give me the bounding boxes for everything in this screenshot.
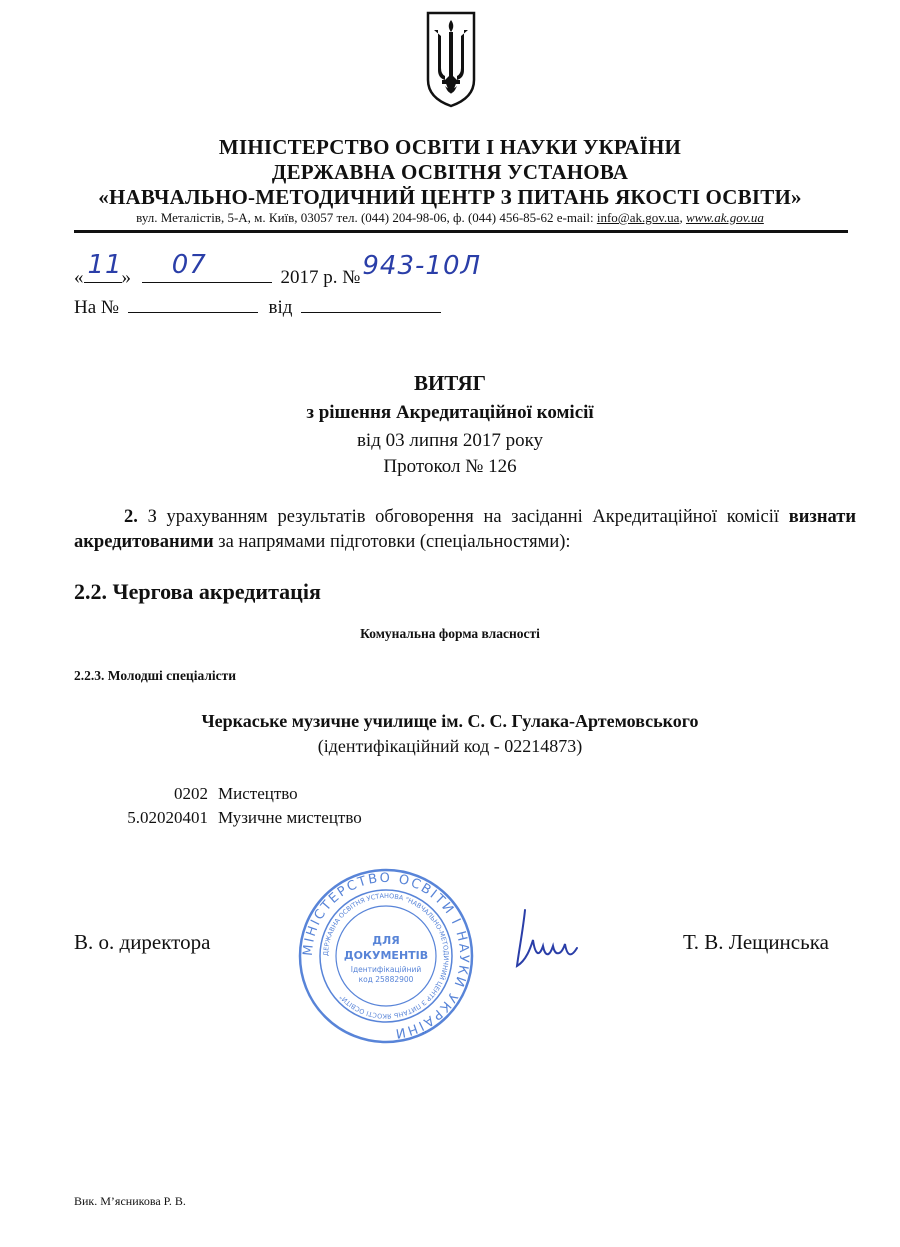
organization-name: Черкаське музичне училище ім. С. С. Гулака-Артемовського (201, 711, 699, 731)
official-stamp (296, 866, 476, 1046)
decision-paragraph: 2. З урахуванням результатів обговорення на засіданні Акредитаційної комісії визнати акредитованими за напрямами підготовки (спеціальностями): (74, 507, 856, 552)
reference-line: На № від (74, 294, 441, 319)
institution-type: ДЕРЖАВНА ОСВІТНЯ УСТАНОВА (271, 160, 629, 184)
ministry-name: МІНІСТЕРСТВО ОСВІТИ І НАУКИ УКРАЇНИ (218, 135, 682, 159)
organization-code: (ідентифікаційний код - 02214873) (317, 736, 583, 756)
coat-of-arms-icon (425, 10, 477, 108)
subsection-heading: 2.2.3. Молодші спеціалісти (74, 668, 237, 683)
svg-text:ДЛЯ: ДЛЯ (372, 934, 400, 947)
svg-text:Ідентифікаційний: Ідентифікаційний (350, 965, 422, 974)
ownership-form: Комунальна форма власності (360, 626, 540, 641)
svg-text:ДОКУМЕНТІВ: ДОКУМЕНТІВ (343, 949, 429, 962)
handwritten-number: 943-10Л (362, 251, 482, 281)
specialty-name: Мистецтво (218, 784, 298, 803)
svg-text:код 25882900: код 25882900 (358, 975, 414, 984)
document-title: ВИТЯГ (413, 371, 487, 395)
executor-note: Вик. М’ясникова Р. В. (74, 1194, 186, 1208)
signer-name: Т. В. Лещинська (683, 930, 829, 954)
decision-date: від 03 липня 2017 року (356, 430, 544, 451)
specialty-code: 0202 (174, 784, 208, 803)
institution-name: «НАВЧАЛЬНО-МЕТОДИЧНИЙ ЦЕНТР З ПИТАНЬ ЯКОСТІ ОСВІТИ» (98, 185, 802, 209)
specialty-name: Музичне мистецтво (218, 808, 362, 827)
contacts-address: вул. Металістів, 5-А, м. Київ, 03057 тел. (044) 204-98-06, ф. (044) 456-85-62 e-mail: (136, 210, 597, 225)
header-divider (74, 230, 848, 233)
section-heading: 2.2. Чергова акредитація (74, 579, 321, 604)
svg-text:МІНІСТЕРСТВО ОСВІТИ І НАУКИ УК: МІНІСТЕРСТВО ОСВІТИ І НАУКИ УКРАЇНИ (300, 870, 472, 1041)
document-subtitle: з рішення Акредитаційної комісії (306, 402, 594, 423)
contacts-line: вул. Металістів, 5-А, м. Київ, 03057 тел. (044) 204-98-06, ф. (044) 456-85-62 e-mail: info@ak.gov.ua, www.ak.gov.ua (136, 210, 764, 225)
handwritten-month: 07 (171, 250, 207, 280)
specialty-row (74, 808, 362, 828)
signer-position: В. о. директора (74, 930, 211, 954)
svg-text:ДЕРЖАВНА ОСВІТНЯ УСТАНОВА "НАВ: ДЕРЖАВНА ОСВІТНЯ УСТАНОВА "НАВЧАЛЬНО-МЕТОДИЧНИЙ ЦЕНТР З ПИТАНЬ ЯКОСТІ ОСВІТИ" (321, 891, 451, 1021)
specialty-code: 5.02020401 (127, 808, 208, 827)
handwritten-signature (505, 900, 585, 975)
protocol-number: Протокол № 126 (383, 456, 517, 477)
website-link[interactable]: www.ak.gov.ua (685, 210, 764, 225)
registration-line: « 11 » 07 2017 р. № 943-10Л (74, 250, 482, 288)
handwritten-day: 11 (87, 250, 123, 280)
specialty-row (74, 784, 298, 804)
email-link[interactable]: info@ak.gov.ua (596, 210, 680, 225)
